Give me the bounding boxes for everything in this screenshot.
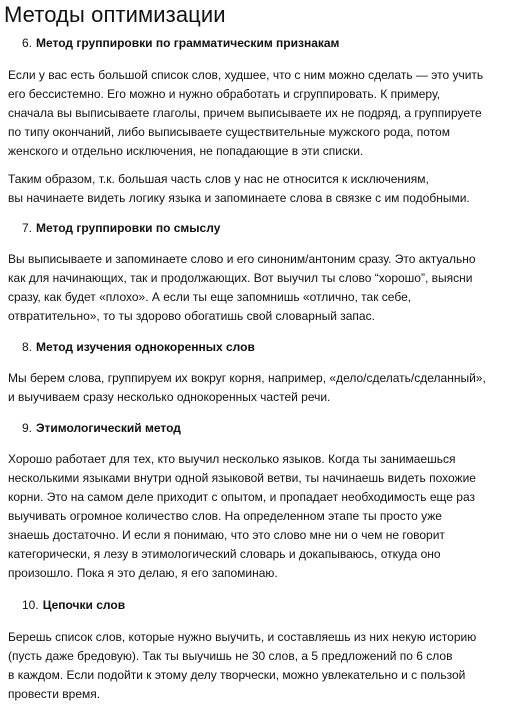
section-7-paragraph-1 (8, 250, 496, 326)
paragraph-line: в каждом. Если подойти к этому делу творчески, можно увлекательно и с пользой (8, 668, 466, 682)
paragraph-line: сначала вы выписываете глаголы, причем выписываете их не подряд, а группируете (8, 106, 482, 120)
section-9-paragraph-1 (8, 450, 496, 583)
paragraph-line: женского и отдельно исключения, не попадающие в эти списки. (8, 144, 364, 158)
paragraph-line: знаешь достаточно. И если я понимаю, что это слово мне ни о чем не говорит (8, 528, 445, 542)
section-title: Метод группировки по смыслу (36, 221, 221, 235)
section-title: Метод группировки по грамматическим признакам (36, 36, 340, 50)
paragraph-line: Хорошо работает для тех, кто выучил несколько языков. Когда ты занимаешься (8, 452, 456, 466)
section-6-paragraph-1 (8, 66, 496, 161)
section-heading-9 (22, 420, 181, 436)
paragraph-line: его бессистемно. Его можно и нужно обработать и сгруппировать. К примеру, (8, 87, 441, 101)
paragraph-line: Берешь список слов, которые нужно выучить, и составляешь из них некую историю (8, 630, 477, 644)
paragraph-line: по типу окончаний, либо выписываете существительные мужского рода, потом (8, 125, 450, 139)
section-title: Цепочки слов (42, 598, 126, 612)
section-8-paragraph-1 (8, 369, 496, 407)
paragraph-line: Вы выписываете и запоминаете слово и его синоним/антоним сразу. Это актуально (8, 252, 476, 266)
section-heading-10 (22, 597, 125, 613)
paragraph-line: произошло. Пока я это делаю, я его запоминаю. (8, 566, 278, 580)
section-number: 9. (22, 421, 33, 435)
paragraph-line: несколькими языками внутри одной языковой ветви, ты начинаешь видеть похожие (8, 471, 476, 485)
paragraph-line: сразу, как будет «плохо». А если ты еще запомнишь «отлично, так себе, (8, 290, 412, 304)
section-6-paragraph-2 (8, 170, 496, 208)
section-number: 7. (22, 221, 33, 235)
paragraph-line: отвратительно», то ты здорово обогатишь свой словарный запас. (8, 309, 375, 323)
section-heading-8 (22, 339, 255, 355)
paragraph-line: Мы берем слова, группируем их вокруг корня, например, «дело/сделать/сделанный», (8, 371, 486, 385)
section-title: Этимологический метод (36, 421, 181, 435)
page-title: Методы оптимизации (4, 2, 226, 27)
paragraph-line: как для начинающих, так и продолжающих. Вот выучил ты слово “хорошо”, выясни (8, 271, 473, 285)
paragraph-line: выучивать огромное количество слов. На определенном этапе ты просто уже (8, 509, 442, 523)
paragraph-line: (пусть даже бредовую). Так ты выучишь не 30 слов, а 5 предложений по 6 слов (8, 649, 453, 663)
section-number: 8. (22, 340, 33, 354)
section-number: 10. (22, 598, 39, 612)
paragraph-line: вы начинаете видеть логику языка и запоминаете слова в связке с им подобными. (8, 191, 470, 205)
paragraph-line: провести время. (8, 687, 101, 701)
paragraph-line: категорически, я лезу в этимологический словарь и докапываюсь, откуда оно (8, 547, 441, 561)
section-10-paragraph-1 (8, 628, 496, 704)
paragraph-line: корни. Это на самом деле приходит с опытом, и пропадает необходимость еще раз (8, 490, 476, 504)
paragraph-line: Если у вас есть большой список слов, худшее, что с ним можно сделать — это учить (8, 68, 484, 82)
section-title: Метод изучения однокоренных слов (36, 340, 255, 354)
section-heading-7 (22, 220, 220, 236)
paragraph-line: и выучиваем сразу несколько однокоренных частей речи. (8, 390, 331, 404)
paragraph-line: Таким образом, т.к. большая часть слов у нас не относится к исключениям, (8, 172, 429, 186)
section-number: 6. (22, 36, 33, 50)
section-heading-6 (22, 35, 339, 51)
